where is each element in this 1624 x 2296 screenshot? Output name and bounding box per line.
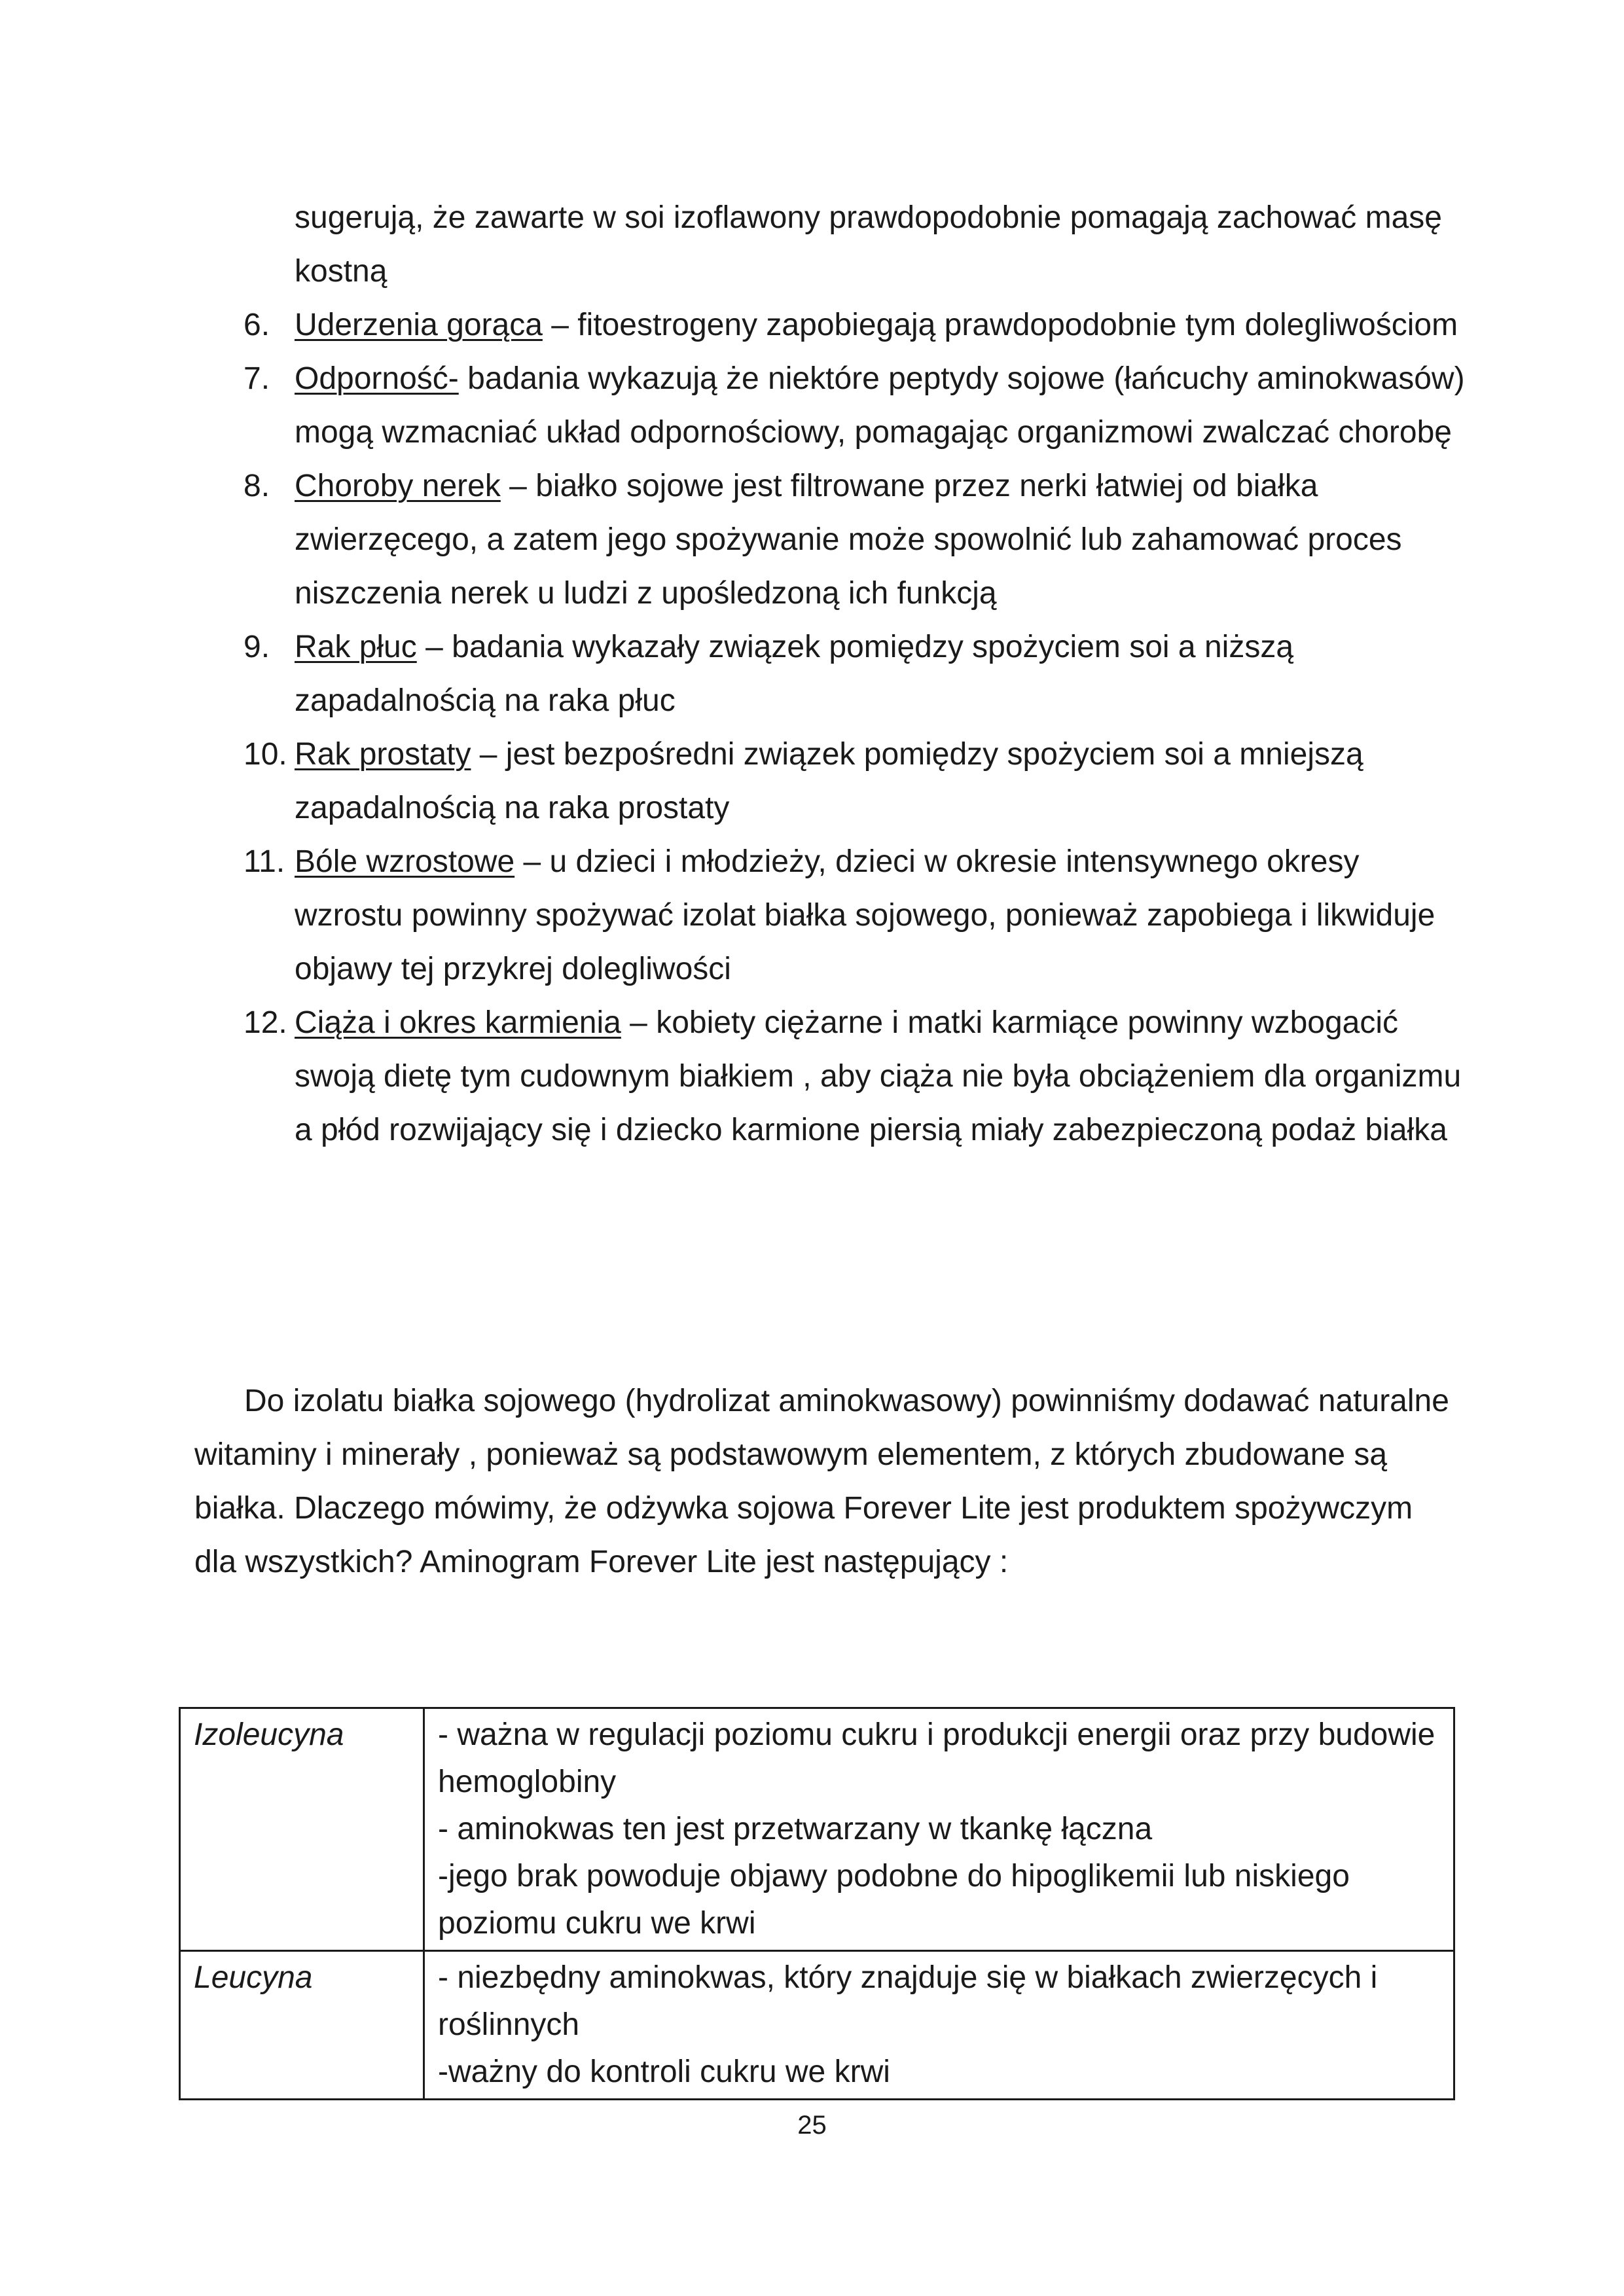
list-item-number: 9. (244, 630, 270, 664)
list-item-term: Uderzenia gorąca (295, 308, 543, 342)
list-item (244, 620, 1474, 728)
description-line: - ważna w regulacji poziomu cukru i produkcji energii oraz przy budowie hemoglobiny (438, 1717, 1435, 1799)
body-paragraph (194, 1374, 1451, 1589)
list-item-number: 8. (244, 469, 270, 503)
aminogram-table (179, 1707, 1455, 2100)
amino-acid-description (424, 1708, 1454, 1951)
list-item-term: Bóle wzrostowe (295, 844, 515, 879)
amino-acid-name: Leucyna (180, 1951, 424, 2100)
list-item-number: 10. (244, 737, 287, 772)
table-row (180, 1708, 1454, 1951)
amino-acid-name: Izoleucyna (180, 1708, 424, 1951)
description-line: -jego brak powoduje objawy podobne do hipoglikemii lub niskiego poziomu cukru we krwi (438, 1859, 1350, 1941)
list-item (244, 996, 1474, 1157)
list-item (244, 352, 1474, 459)
list-item-text: – białko sojowe jest filtrowane przez nerki łatwiej od białka zwierzęcego, a zatem jego spożywanie może spowolnić lub zahamować proces niszczenia nerek u ludzi z upośledzoną ich funkcją (295, 469, 1402, 611)
list-item-term: Rak płuc (295, 630, 417, 664)
list-item-text: – fitoestrogeny zapobiegają prawdopodobnie tym dolegliwościom (542, 308, 1458, 342)
table-row (180, 1951, 1454, 2100)
list-item-term: Choroby nerek (295, 469, 501, 503)
list-item-number: 11. (244, 844, 285, 879)
list-item-text: badania wykazują że niektóre peptydy sojowe (łańcuchy aminokwasów) mogą wzmacniać układ odpornościowy, pomagając organizmowi zwalczać chorobę (295, 361, 1465, 450)
list-item (244, 728, 1474, 835)
list-item-term: Ciąża i okres karmienia (295, 1005, 621, 1040)
list-item-text: – u dzieci i młodzieży, dzieci w okresie intensywnego okresy wzrostu powinny spożywać izolat białka sojowego, ponieważ zapobiega i likwiduje objawy tej przykrej dolegliwości (295, 844, 1435, 986)
paragraph-text: Do izolatu białka sojowego (hydrolizat aminokwasowy) powinniśmy dodawać naturalne witaminy i minerały , ponieważ są podstawowym elementem, z których zbudowane są białka. Dlaczego mówimy, że odżywka sojowa Forever Lite jest produktem spożywczym dla wszystkich? Aminogram Forever Lite jest następujący : (194, 1384, 1449, 1579)
list-item (244, 298, 1474, 352)
list-item-text: – badania wykazały związek pomiędzy spożyciem soi a niższą zapadalnością na raka płuc (295, 630, 1294, 718)
list-item-number: 7. (244, 361, 270, 396)
list-item-text: – jest bezpośredni związek pomiędzy spożyciem soi a mniejszą zapadalnością na raka prostaty (295, 737, 1363, 825)
list-continuation-text: sugerują, że zawarte w soi izoflawony prawdopodobnie pomagają zachować masę kostną (295, 200, 1442, 289)
description-line: -ważny do kontroli cukru we krwi (438, 2054, 890, 2089)
health-benefits-list (244, 191, 1474, 1157)
list-item (244, 459, 1474, 620)
list-item-term: Rak prostaty (295, 737, 471, 772)
list-item-number: 12. (244, 1005, 287, 1040)
page-number: 25 (797, 2111, 827, 2140)
list-item-term: Odporność- (295, 361, 459, 396)
description-line: - aminokwas ten jest przetwarzany w tkankę łączna (438, 1812, 1153, 1846)
amino-acid-description (424, 1951, 1454, 2100)
list-item (244, 835, 1474, 996)
description-line: - niezbędny aminokwas, który znajduje się w białkach zwierzęcych i roślinnych (438, 1960, 1378, 2042)
list-item-text: – kobiety ciężarne i matki karmiące powinny wzbogacić swoją dietę tym cudownym białkiem , aby ciąża nie była obciążeniem dla organizmu a płód rozwijający się i dziecko karmione piersią miały zabezpieczoną podaż białka (295, 1005, 1462, 1147)
list-item-number: 6. (244, 308, 270, 342)
